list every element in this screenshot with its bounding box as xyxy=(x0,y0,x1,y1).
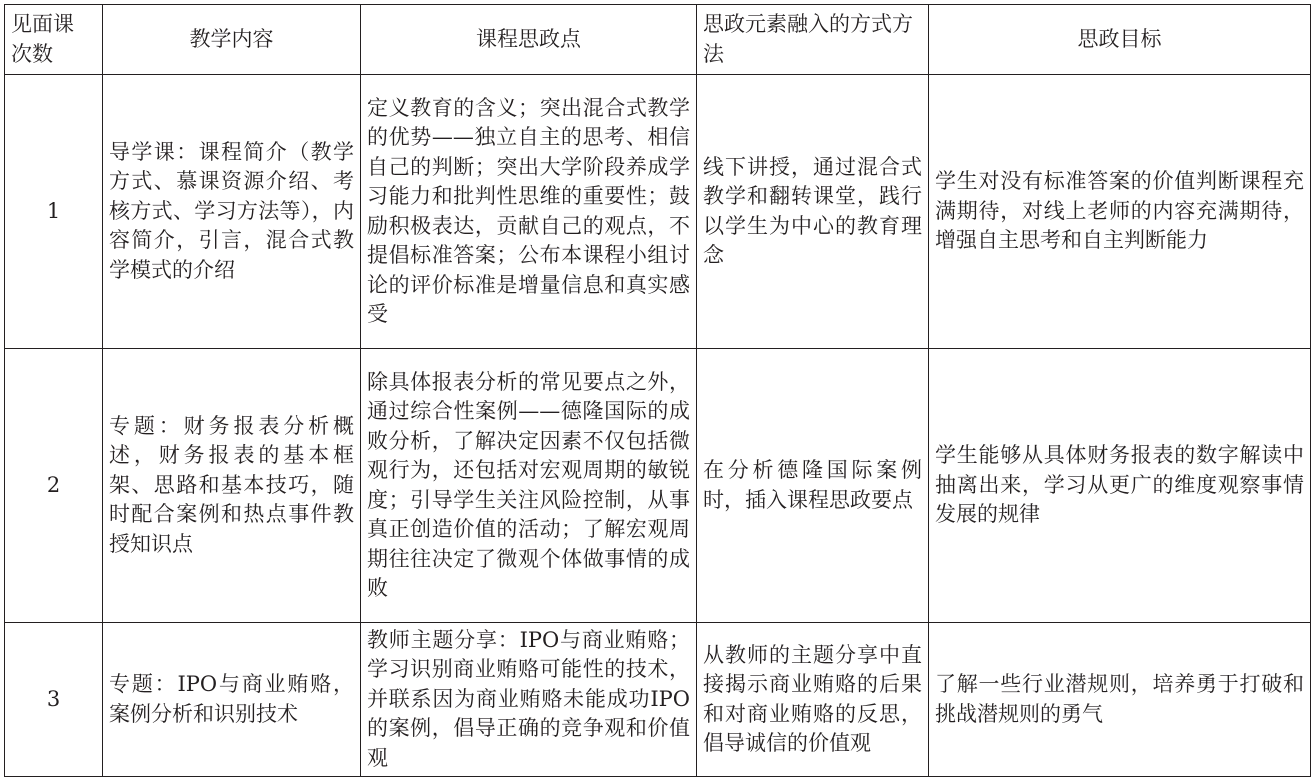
cell-methods: 从教师的主题分享中直接揭示商业贿赂的后果和对商业贿赂的反思，倡导诚信的价值观 xyxy=(697,623,929,777)
header-ideological-points: 课程思政点 xyxy=(361,5,697,75)
cell-content: 专题：IPO与商业贿赂，案例分析和识别技术 xyxy=(103,623,361,777)
cell-goals: 了解一些行业潜规则，培养勇于打破和挑战潜规则的勇气 xyxy=(929,623,1311,777)
cell-methods: 在分析德隆国际案例时，插入课程思政要点 xyxy=(697,349,929,623)
table-row xyxy=(5,623,1311,777)
cell-points: 除具体报表分析的常见要点之外，通过综合性案例——德隆国际的成败分析，了解决定因素不仅包括微观行为，还包括对宏观周期的敏锐度；引导学生关注风险控制，从事真正创造价值的活动；了解宏观周期往往决定了微观个体做事情的成败 xyxy=(361,349,697,623)
cell-session: 3 xyxy=(5,623,103,777)
cell-session: 2 xyxy=(5,349,103,623)
cell-goals: 学生对没有标准答案的价值判断课程充满期待，对线上老师的内容充满期待，增强自主思考和自主判断能力 xyxy=(929,75,1311,349)
table-row xyxy=(5,75,1311,349)
header-integration-methods: 思政元素融入的方式方法 xyxy=(697,5,929,75)
table-row xyxy=(5,349,1311,623)
cell-points: 定义教育的含义；突出混合式教学的优势——独立自主的思考、相信自己的判断；突出大学阶段养成学习能力和批判性思维的重要性；鼓励积极表达，贡献自己的观点，不提倡标准答案；公布本课程小组讨论的评价标准是增量信息和真实感受 xyxy=(361,75,697,349)
table-header-row xyxy=(5,5,1311,75)
header-teaching-content: 教学内容 xyxy=(103,5,361,75)
curriculum-table xyxy=(4,4,1311,777)
cell-goals: 学生能够从具体财务报表的数字解读中抽离出来，学习从更广的维度观察事情发展的规律 xyxy=(929,349,1311,623)
cell-content: 导学课：课程简介（教学方式、慕课资源介绍、考核方式、学习方法等），内容简介，引言，混合式教学模式的介绍 xyxy=(103,75,361,349)
cell-content: 专题：财务报表分析概述，财务报表的基本框架、思路和基本技巧，随时配合案例和热点事件教授知识点 xyxy=(103,349,361,623)
cell-points: 教师主题分享：IPO与商业贿赂；学习识别商业贿赂可能性的技术，并联系因为商业贿赂未能成功IPO的案例，倡导正确的竞争观和价值观 xyxy=(361,623,697,777)
cell-session: 1 xyxy=(5,75,103,349)
header-ideological-goals: 思政目标 xyxy=(929,5,1311,75)
header-session-count: 见面课 次数 xyxy=(5,5,103,75)
cell-methods: 线下讲授，通过混合式教学和翻转课堂，践行以学生为中心的教育理念 xyxy=(697,75,929,349)
